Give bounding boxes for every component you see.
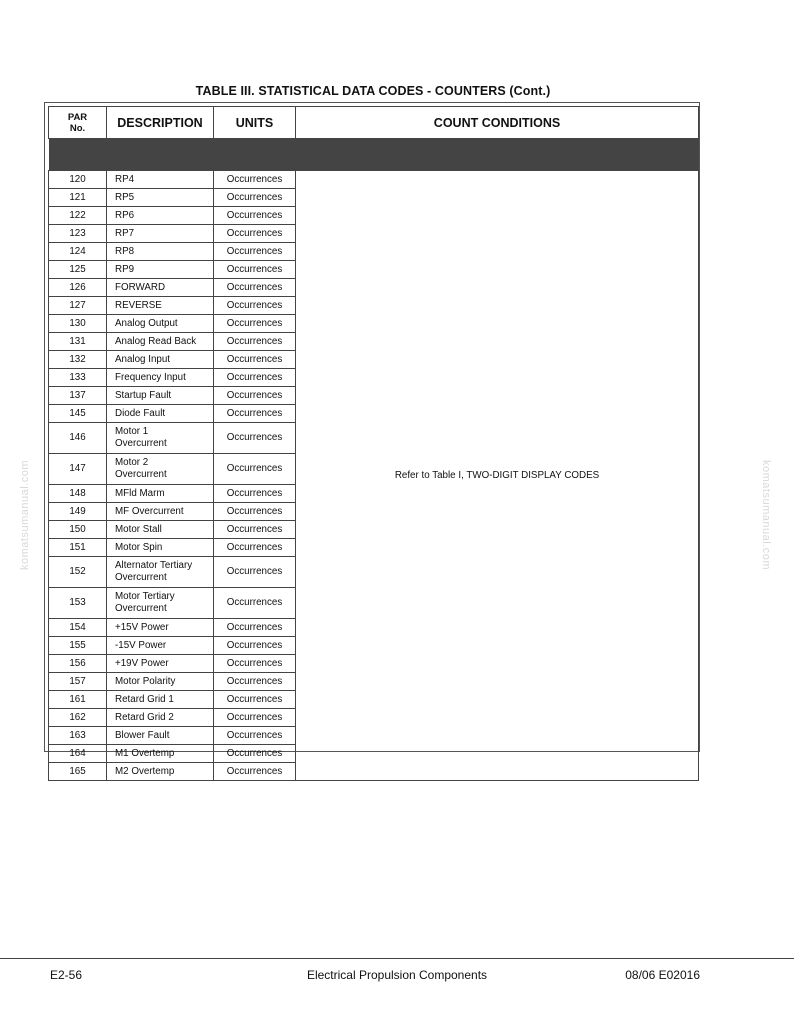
units-cell: Occurrences bbox=[214, 315, 296, 333]
description-line: Overcurrent bbox=[115, 572, 167, 583]
par-number-cell: 153 bbox=[49, 588, 107, 619]
description-cell bbox=[107, 171, 214, 189]
par-number-cell: 122 bbox=[49, 207, 107, 225]
description-cell bbox=[107, 619, 214, 637]
description-cell bbox=[107, 243, 214, 261]
footer-divider bbox=[0, 958, 794, 959]
description-line: +19V Power bbox=[115, 657, 169, 669]
watermark-right: komatsumanual.com bbox=[760, 460, 772, 570]
description-cell bbox=[107, 655, 214, 673]
description-line: RP6 bbox=[115, 209, 135, 221]
description-line: Analog Input bbox=[115, 353, 171, 365]
header-par-line2: No. bbox=[69, 122, 86, 134]
description-cell bbox=[107, 207, 214, 225]
units-cell: Occurrences bbox=[214, 297, 296, 315]
description-cell bbox=[107, 691, 214, 709]
description-cell bbox=[107, 189, 214, 207]
header-description: DESCRIPTION bbox=[107, 107, 214, 139]
description-line: Motor 1 bbox=[115, 426, 149, 437]
description-line: Motor 2 bbox=[115, 457, 149, 468]
description-line: Motor Polarity bbox=[115, 675, 176, 687]
units-cell: Occurrences bbox=[214, 763, 296, 781]
description-cell bbox=[107, 521, 214, 539]
units-cell: Occurrences bbox=[214, 673, 296, 691]
description-line: +15V Power bbox=[115, 621, 169, 633]
par-number-cell: 126 bbox=[49, 279, 107, 297]
table-frame bbox=[44, 102, 700, 777]
units-cell: Occurrences bbox=[214, 207, 296, 225]
par-number-cell: 163 bbox=[49, 727, 107, 745]
units-cell: Occurrences bbox=[214, 503, 296, 521]
units-cell: Occurrences bbox=[214, 454, 296, 485]
description-line: Motor Tertiary bbox=[115, 591, 175, 602]
par-number-cell: 124 bbox=[49, 243, 107, 261]
description-line: Overcurrent bbox=[115, 603, 167, 614]
description-line: RP8 bbox=[115, 245, 135, 257]
par-number-cell: 125 bbox=[49, 261, 107, 279]
description-line: Blower Fault bbox=[115, 729, 170, 741]
description-line: Startup Fault bbox=[115, 389, 172, 401]
table-row bbox=[49, 171, 699, 189]
description-line: Motor Spin bbox=[115, 541, 163, 553]
par-number-cell: 165 bbox=[49, 763, 107, 781]
units-cell: Occurrences bbox=[214, 521, 296, 539]
header-par-no bbox=[49, 107, 107, 139]
par-number-cell: 157 bbox=[49, 673, 107, 691]
description-cell bbox=[107, 315, 214, 333]
units-cell: Occurrences bbox=[214, 557, 296, 588]
description-cell bbox=[107, 539, 214, 557]
units-cell: Occurrences bbox=[214, 369, 296, 387]
par-number-cell: 164 bbox=[49, 745, 107, 763]
description-cell bbox=[107, 454, 214, 485]
description-cell bbox=[107, 503, 214, 521]
par-number-cell: 146 bbox=[49, 423, 107, 454]
units-cell: Occurrences bbox=[214, 637, 296, 655]
description-cell bbox=[107, 727, 214, 745]
units-cell: Occurrences bbox=[214, 405, 296, 423]
description-line: Retard Grid 1 bbox=[115, 693, 174, 705]
description-cell bbox=[107, 709, 214, 727]
par-number-cell: 162 bbox=[49, 709, 107, 727]
units-cell: Occurrences bbox=[214, 171, 296, 189]
units-cell: Occurrences bbox=[214, 709, 296, 727]
description-line: RP5 bbox=[115, 191, 135, 203]
description-cell bbox=[107, 261, 214, 279]
par-number-cell: 121 bbox=[49, 189, 107, 207]
par-number-cell: 148 bbox=[49, 485, 107, 503]
description-cell bbox=[107, 225, 214, 243]
watermark-left: komatsumanual.com bbox=[19, 460, 31, 570]
count-conditions-cell: Refer to Table I, TWO-DIGIT DISPLAY CODES bbox=[296, 171, 699, 781]
statistical-data-table bbox=[48, 106, 699, 781]
par-number-cell: 123 bbox=[49, 225, 107, 243]
description-cell bbox=[107, 297, 214, 315]
table-body bbox=[49, 171, 699, 781]
description-line: REVERSE bbox=[115, 299, 162, 311]
page-number: E2-56 bbox=[50, 968, 83, 982]
description-line: Retard Grid 2 bbox=[115, 711, 174, 723]
units-cell: Occurrences bbox=[214, 423, 296, 454]
header-row bbox=[49, 107, 699, 139]
units-cell: Occurrences bbox=[214, 539, 296, 557]
description-line: RP4 bbox=[115, 173, 135, 185]
description-line: Motor Stall bbox=[115, 523, 162, 535]
units-cell: Occurrences bbox=[214, 243, 296, 261]
description-line: Overcurrent bbox=[115, 469, 167, 480]
description-cell bbox=[107, 557, 214, 588]
description-cell bbox=[107, 405, 214, 423]
par-number-cell: 137 bbox=[49, 387, 107, 405]
description-cell bbox=[107, 369, 214, 387]
par-number-cell: 127 bbox=[49, 297, 107, 315]
footer-date-code: 08/06 E02016 bbox=[625, 968, 700, 982]
header-units: UNITS bbox=[214, 107, 296, 139]
par-number-cell: 152 bbox=[49, 557, 107, 588]
par-number-cell: 130 bbox=[49, 315, 107, 333]
description-line: Analog Read Back bbox=[115, 335, 197, 347]
description-line: MF Overcurrent bbox=[115, 505, 184, 517]
description-line: MFld Marm bbox=[115, 487, 165, 499]
units-cell: Occurrences bbox=[214, 619, 296, 637]
par-number-cell: 149 bbox=[49, 503, 107, 521]
description-cell bbox=[107, 637, 214, 655]
units-cell: Occurrences bbox=[214, 691, 296, 709]
par-number-cell: 133 bbox=[49, 369, 107, 387]
par-number-cell: 145 bbox=[49, 405, 107, 423]
par-number-cell: 150 bbox=[49, 521, 107, 539]
description-cell bbox=[107, 333, 214, 351]
description-line: RP9 bbox=[115, 263, 135, 275]
units-cell: Occurrences bbox=[214, 655, 296, 673]
description-line: Overcurrent bbox=[115, 438, 167, 449]
description-line: Diode Fault bbox=[115, 407, 166, 419]
description-line: RP7 bbox=[115, 227, 135, 239]
description-line: M2 Overtemp bbox=[115, 765, 175, 777]
units-cell: Occurrences bbox=[214, 351, 296, 369]
units-cell: Occurrences bbox=[214, 485, 296, 503]
description-cell bbox=[107, 673, 214, 691]
description-line: Analog Output bbox=[115, 317, 178, 329]
description-cell bbox=[107, 351, 214, 369]
par-number-cell: 131 bbox=[49, 333, 107, 351]
header-separator bbox=[49, 139, 699, 171]
units-cell: Occurrences bbox=[214, 588, 296, 619]
par-number-cell: 156 bbox=[49, 655, 107, 673]
description-cell bbox=[107, 279, 214, 297]
par-number-cell: 155 bbox=[49, 637, 107, 655]
description-cell bbox=[107, 423, 214, 454]
description-cell bbox=[107, 745, 214, 763]
par-number-cell: 161 bbox=[49, 691, 107, 709]
header-count-conditions: COUNT CONDITIONS bbox=[296, 107, 699, 139]
description-cell bbox=[107, 387, 214, 405]
description-line: Alternator Tertiary bbox=[115, 560, 193, 571]
header-par-line1: PAR bbox=[67, 111, 88, 123]
description-cell bbox=[107, 485, 214, 503]
par-number-cell: 151 bbox=[49, 539, 107, 557]
par-number-cell: 154 bbox=[49, 619, 107, 637]
description-line: M1 Overtemp bbox=[115, 747, 175, 759]
units-cell: Occurrences bbox=[214, 261, 296, 279]
footer-section-title: Electrical Propulsion Components bbox=[306, 968, 488, 982]
description-line: -15V Power bbox=[115, 639, 167, 651]
units-cell: Occurrences bbox=[214, 333, 296, 351]
units-cell: Occurrences bbox=[214, 745, 296, 763]
description-line: Frequency Input bbox=[115, 371, 186, 383]
units-cell: Occurrences bbox=[214, 189, 296, 207]
description-cell bbox=[107, 588, 214, 619]
par-number-cell: 147 bbox=[49, 454, 107, 485]
units-cell: Occurrences bbox=[214, 727, 296, 745]
table-title: TABLE III. STATISTICAL DATA CODES - COUNTERS (Cont.) bbox=[195, 84, 551, 98]
units-cell: Occurrences bbox=[214, 387, 296, 405]
units-cell: Occurrences bbox=[214, 225, 296, 243]
par-number-cell: 132 bbox=[49, 351, 107, 369]
units-cell: Occurrences bbox=[214, 279, 296, 297]
par-number-cell: 120 bbox=[49, 171, 107, 189]
description-cell bbox=[107, 763, 214, 781]
description-line: FORWARD bbox=[115, 281, 166, 293]
